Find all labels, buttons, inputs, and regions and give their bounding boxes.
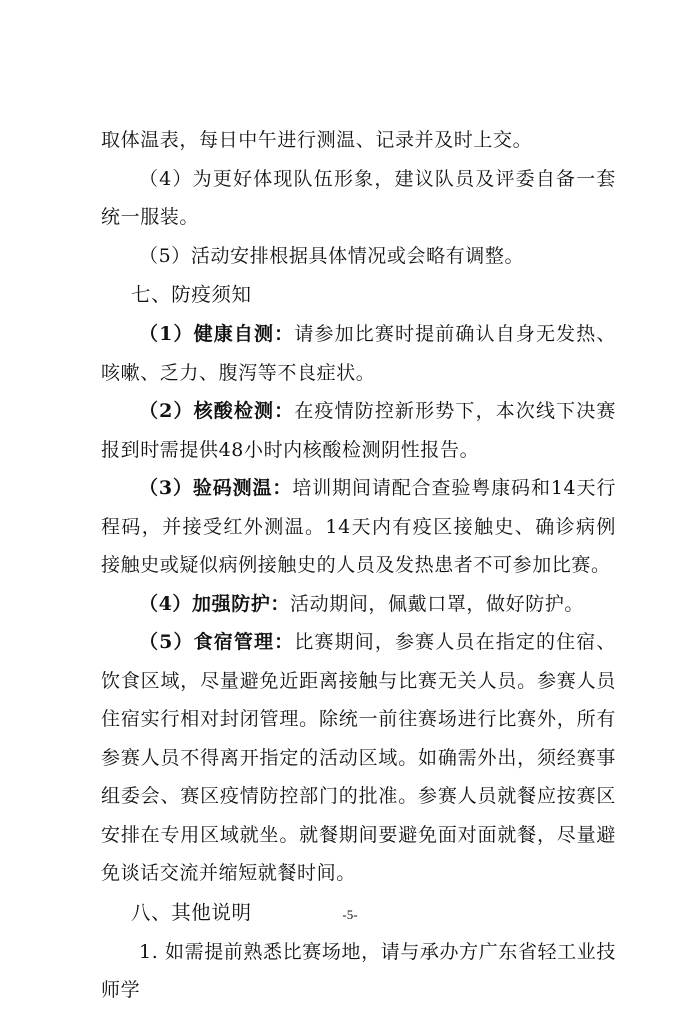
paragraph-body-temp [101,121,616,160]
paragraph-text: 培训期间请配合查验粤康码和14天行程码，并接受红外测温。14天内有疫区接触史、确诊病例接触史或疑似病例接触史的人员及发热患者不可参加比赛。 [101,477,616,576]
paragraph-text: 在疫情防控新形势下，本次线下决赛报到时需提供48小时内核酸检测阴性报告。 [101,400,616,461]
paragraph-text: 比赛期间，参赛人员在指定的住宿、饮食区域，尽量避免近距离接触与比赛无关人员。参赛人员住宿实行相对封闭管理。除统一前往赛场进行比赛外，所有参赛人员不得离开指定的活动区域。如确需外出，须经赛事组委会、赛区疫情防控部门的批准。参赛人员就餐应按赛区安排在专用区域就坐。就餐期间要避免面对面就餐，尽量避免谈话交流并缩短就餐时间。 [101,631,616,884]
page-number: -5- [342,907,358,922]
paragraph-text: 取体温表，每日中午进行测温、记录并及时上交。 [101,129,533,151]
paragraph-schedule-note [101,237,616,276]
paragraph-text: 活动期间，佩戴口罩，做好防护。 [290,592,585,615]
section-heading-epidemic [101,275,616,315]
paragraph-accommodation [101,623,616,893]
paragraph-text: 请参加比赛时提前确认自身无发热、咳嗽、乏力、腹泻等不良症状。 [101,323,616,384]
paragraph-protection [101,585,616,624]
item-label: （3）验码测温： [139,477,293,499]
paragraph-code-temp [101,469,616,585]
paragraph-health-check [101,315,616,392]
paragraph-nucleic-test [101,392,616,469]
item-label: （2）核酸检测： [139,400,295,422]
paragraph-venue-note [101,933,616,1010]
heading-text: 八、其他说明 [131,900,252,924]
item-label: （1）健康自测： [139,323,295,345]
item-label: （5）食宿管理： [139,631,295,653]
paragraph-uniform [101,160,616,237]
document-body [101,121,616,1010]
item-label: （4）加强防护： [139,592,291,615]
paragraph-text: （5）活动安排根据具体情况或会略有调整。 [139,244,525,267]
paragraph-text: （4）为更好体现队伍形象，建议队员及评委自备一套统一服装。 [101,167,616,228]
paragraph-text: 1. 如需提前熟悉比赛场地，请与承办方广东省轻工业技师学 [101,940,616,1001]
heading-text: 七、防疫须知 [131,283,252,306]
